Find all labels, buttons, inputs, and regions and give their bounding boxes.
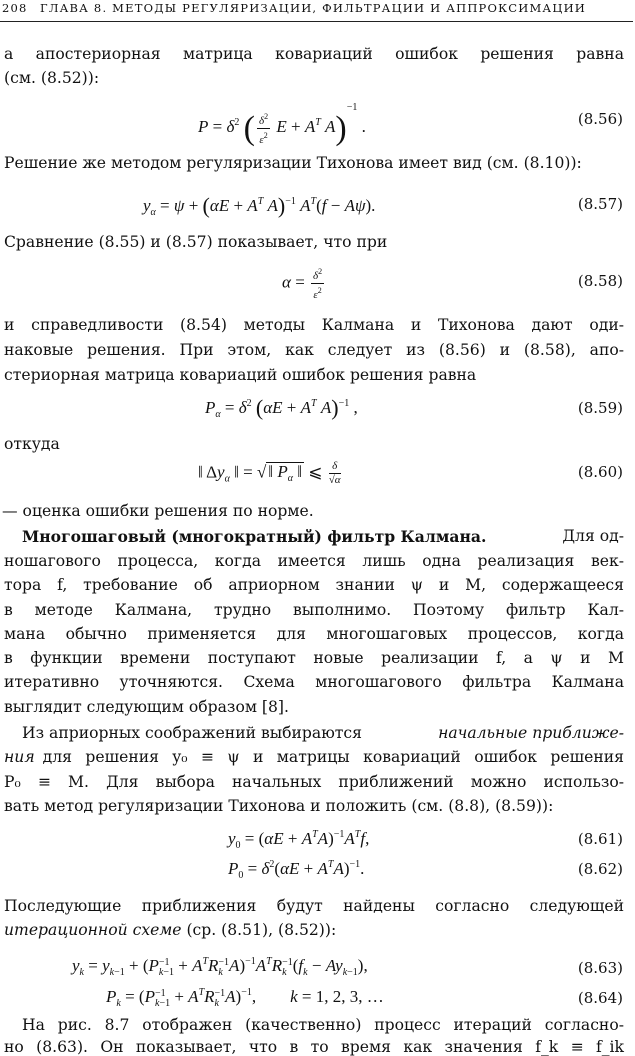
equation-8-59 <box>0 395 635 425</box>
equation-body: α = $\frac{\delta^2}{\varepsilon^2}$ <box>282 267 323 301</box>
text-line: откуда <box>4 435 60 453</box>
equation-body: $P_\alpha = \delta^2$ ($\alpha E + A^T$ A)$^{-1}$ , <box>205 395 358 420</box>
text-line: и справедливости (8.54) методы Калмана и Тихонова дают оди- <box>4 316 624 334</box>
text-line: — оценка ошибки решения по норме. <box>2 502 314 520</box>
text-line: Многошаговый (многократный) фильтр Калмана. Для од- <box>22 527 624 546</box>
section-heading: Многошаговый (многократный) фильтр Калмана. <box>22 527 487 546</box>
equation-body: $y_k = y_{k-1} + (P$ −1 k−1 + $A^TR$ −1 k $A)^{-1}A^TR$ −1 k $(f_k - Ay_{k-1})$, <box>72 956 368 978</box>
equation-8-64 <box>0 988 635 1018</box>
equation-number: (8.58) <box>577 272 623 290</box>
equation-8-58 <box>0 265 635 301</box>
equation-number: (8.59) <box>577 399 623 417</box>
text-line: выглядит следующим образом [8]. <box>4 698 289 716</box>
text-line: Из априорных соображений выбираются начальные приближе- <box>22 724 624 742</box>
equation-8-60 <box>0 452 635 486</box>
equation-number: (8.57) <box>577 195 623 213</box>
page-number: 208 <box>2 1 28 15</box>
equation-8-56 <box>0 102 635 147</box>
text-line: а апостериорная матрица ковариаций ошибок решения равна <box>4 45 624 63</box>
equation-8-63 <box>0 957 635 987</box>
equation-number: (8.63) <box>577 959 623 977</box>
text-line: ношагового процесса, когда имеется лишь одна реализация век- <box>4 552 624 570</box>
text-line: в методе Калмана, трудно выполнимо. Поэтому фильтр Кал- <box>4 601 624 619</box>
text-line: (см. (8.52)): <box>4 69 100 87</box>
equation-number: (8.61) <box>577 830 623 848</box>
text-line: но (8.63). Он показывает, что в то время как значения f_k ≡ f_ik <box>4 1038 624 1056</box>
equation-8-61 <box>0 828 635 858</box>
equation-body: $y_\alpha = \psi + (\alpha E + A^T$ A)$^{-1}$ $A^T(f - A\psi)$. <box>143 193 376 218</box>
text-line: вать метод регуляризации Тихонова и положить (см. (8.8), (8.59)): <box>4 797 554 815</box>
text-line: ния для решения y₀ ≡ ψ и матрицы ковариаций ошибок решения <box>4 748 624 766</box>
text-line: На рис. 8.7 отображен (качественно) процесс итераций согласно- <box>22 1016 624 1034</box>
text-line: Последующие приближения будут найдены согласно следующей <box>4 897 624 915</box>
text-line: тора f, требование об априорном знании ψ и M, содержащееся <box>4 576 624 594</box>
running-header <box>0 3 635 19</box>
text-line: итеративно уточняются. Схема многошагового фильтра Калмана <box>4 673 624 691</box>
equation-body: $P = \delta^2$ ( $\frac{\delta^2}{\varepsilon^2}$ $E + A^T$ A)$^{-1}$ . <box>198 102 366 147</box>
text-line: мана обычно применяется для многошаговых процессов, когда <box>4 625 624 643</box>
equation-number: (8.56) <box>577 110 623 128</box>
equation-body: $P_k = (P$ −1 k−1 + $A^TR$ −1 k A)$^{-1}$, k = 1, 2, 3, … <box>106 987 384 1009</box>
header-rule <box>0 21 633 22</box>
equation-body: ‖ $\Delta y_\alpha$ ‖ = √ ‖ $P_\alpha$ ‖ ⩽ $\frac{\delta}{√\alpha}$ <box>198 460 341 486</box>
equation-8-62 <box>0 858 635 888</box>
text-line: Решение же методом регуляризации Тихонова имеет вид (см. (8.10)): <box>4 154 582 172</box>
text-line: P₀ ≡ M. Для выбора начальных приближений можно использо- <box>4 773 624 791</box>
text-line: стериорная матрица ковариаций ошибок решения равна <box>4 366 477 384</box>
text-line: в функции времени поступают новые реализации f, а ψ и M <box>4 649 624 667</box>
equation-number: (8.60) <box>577 463 623 481</box>
text-line: итерационной схеме (ср. (8.51), (8.52)): <box>4 921 337 939</box>
equation-number: (8.64) <box>577 989 623 1007</box>
text-line: Сравнение (8.55) и (8.57) показывает, что при <box>4 233 388 251</box>
equation-8-57 <box>0 195 635 225</box>
equation-body: $P_0 = \delta^2(\alpha E + A^TA)^{-1}$. <box>228 859 365 881</box>
running-title: ГЛАВА 8. МЕТОДЫ РЕГУЛЯРИЗАЦИИ, ФИЛЬТРАЦИИ И АППРОКСИМАЦИИ <box>40 1 587 15</box>
text-line: наковые решения. При этом, как следует из (8.56) и (8.58), апо- <box>4 341 624 359</box>
equation-number: (8.62) <box>577 860 623 878</box>
equation-body: $y_0 = (\alpha E + A^TA)^{-1}A^Tf$, <box>228 829 370 851</box>
